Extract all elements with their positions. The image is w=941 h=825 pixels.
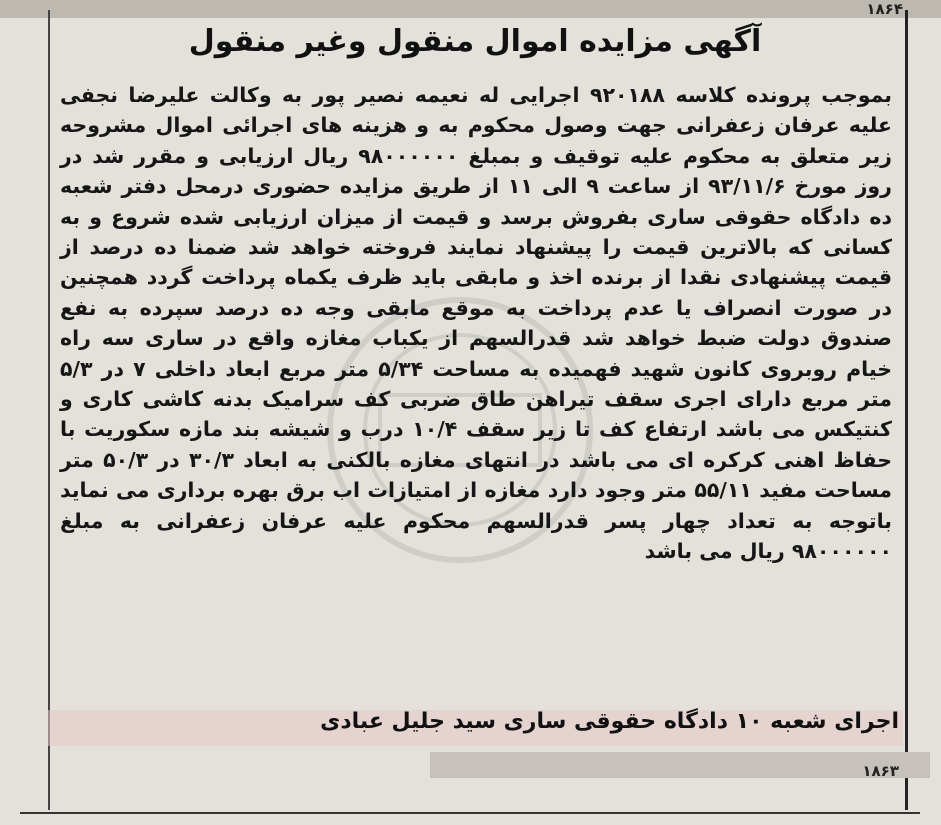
bottom-gray-band — [430, 752, 930, 778]
top-number: ۱۸۶۴ — [866, 0, 903, 18]
bottom-number: ۱۸۶۳ — [862, 762, 899, 780]
bottom-rule — [20, 812, 920, 814]
notice-signature: اجرای شعبه ۱۰ دادگاه حقوقی ساری سید جلیل عبادی — [320, 709, 899, 734]
notice-body: بموجب پرونده کلاسه ۹۲۰۱۸۸ اجرایی له نعیمه نصیر پور به وکالت علیرضا نجفی علیه عرفان زعفرانی جهت وصول محکوم به و هزینه های اجرائی اموال مشروحه زیر متعلق به محکوم علیه توقیف و بمبلغ ۹۸۰۰۰۰۰۰ ریال ارزیابی و مقرر شد در روز مورخ ۹۳/۱۱/۶ از ساعت ۹ الی ۱۱ از طریق مزایده حضوری درمحل دفتر شعبه ده دادگاه حقوقی ساری بفروش برسد و قیمت از میزان ارزیابی شده شروع و به کسانی که بالاترین قیمت را پیشنهاد نمایند فروخته خواهد شد ضمنا ده درصد از قیمت پیشنهادی نقدا از برنده اخذ و مابقی باید ظرف یکماه پرداخت گردد همچنین در صورت انصراف یا عدم پرداخت به موقع مابقی وجه ده درصد سپرده به نفع صندوق دولت ضبط خواهد شد قدرالسهم از یکباب مغازه واقع در ساری سه راه خیام روبروی کانون شهید فهمیده به مساحت ۵/۳۴ متر مربع ابعاد داخلی ۷ در ۵/۳ متر مربع دارای اجری سقف تیراهن طاق ضربی کف سرامیک بدنه کاشی کاری و کنتیکس می باشد ارتفاع کف تا زیر سقف ۱۰/۴ درب و شیشه بند مازه سکوریت با حفاظ اهنی کرکره ای می باشد در انتهای مغازه بالکنی به ابعاد ۳۰/۳ در ۵۰/۳ متر مساحت مفید ۵۵/۱۱ متر وجود دارد مغازه از امتیازات اب برق بهره برداری می نماید باتوجه به تعداد چهار پسر قدرالسهم محکوم علیه عرفان زعفرانی به مبلغ ۹۸۰۰۰۰۰۰ ریال می باشد — [60, 83, 893, 564]
notice-title: آگهی مزایده اموال منقول وغیر منقول — [188, 24, 762, 59]
